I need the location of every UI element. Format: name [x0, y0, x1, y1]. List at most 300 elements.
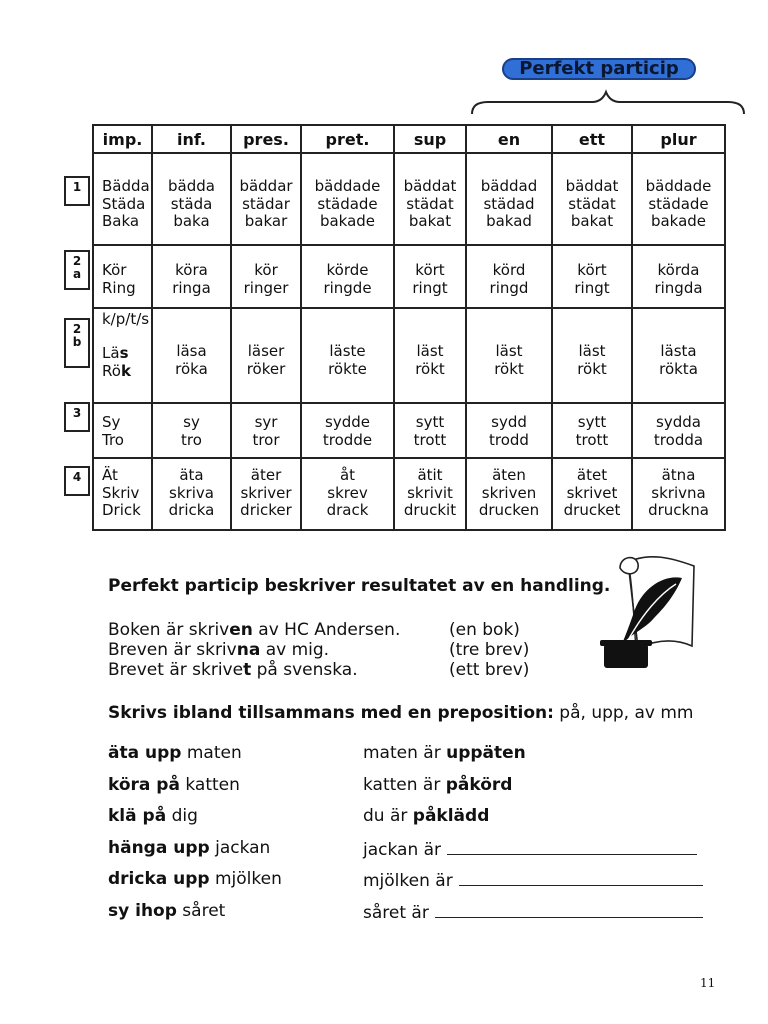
verb-text: städa	[170, 194, 213, 213]
verb-form	[247, 361, 286, 379]
table-cell	[301, 403, 394, 458]
verb-text: Tro	[102, 430, 124, 449]
verb-form	[651, 213, 706, 231]
verb-form	[495, 343, 522, 361]
phrase-verb-bold: äta upp	[108, 743, 182, 763]
verb-text: bäddade	[645, 177, 712, 195]
phrase-object: mjölken	[209, 869, 282, 889]
verb-text: trodde	[322, 430, 373, 449]
verb-ending-bold: k	[120, 361, 131, 380]
verb-text: städat	[568, 194, 616, 213]
column-header: pres.	[231, 125, 301, 153]
verb-text: ringt	[412, 278, 448, 297]
verb-text: ringd	[489, 278, 529, 297]
verb-form	[654, 280, 702, 298]
verb-form	[654, 432, 703, 450]
verb-text: äter	[250, 466, 282, 484]
verb-form	[327, 485, 367, 503]
table-cell	[394, 308, 466, 403]
verb-text: lästa	[660, 342, 697, 360]
verb-text: sydd	[491, 413, 527, 431]
verb-form	[320, 213, 375, 231]
verb-form	[171, 196, 213, 214]
example-text: av HC Andersen.	[252, 620, 401, 640]
column-header: plur	[632, 125, 725, 153]
phrase-left	[108, 743, 242, 763]
verb-text: ätit	[417, 466, 443, 484]
verb-text: sytt	[415, 413, 445, 431]
phrase-left	[108, 775, 240, 795]
verb-text: skriver	[240, 483, 292, 502]
verb-form	[340, 467, 355, 485]
verb-text: körde	[326, 261, 369, 279]
verb-form	[578, 414, 606, 432]
table-cell	[466, 308, 552, 403]
verb-text: skriven	[481, 483, 537, 502]
group-label: b	[72, 335, 82, 349]
verb-form	[490, 280, 529, 298]
verb-text: bakar	[244, 212, 288, 230]
group-label: 4	[72, 470, 82, 484]
verb-text: städade	[648, 194, 709, 213]
verb-form	[407, 485, 453, 503]
verb-form	[327, 502, 369, 520]
phrase-right	[363, 743, 526, 763]
verb-table	[92, 124, 726, 531]
verb-form	[240, 502, 292, 520]
example-text: Brevet är skrive	[108, 660, 244, 680]
verb-text: sytt	[577, 413, 607, 431]
table-cell	[231, 245, 301, 308]
column-header: ett	[552, 125, 632, 153]
verb-text: körda	[657, 261, 700, 279]
verb-form	[415, 361, 445, 379]
verb-form	[172, 280, 211, 298]
example-text: Breven är skriv	[108, 640, 237, 660]
table-cell	[301, 153, 394, 245]
verb-form	[662, 467, 696, 485]
verb-text: Drick	[102, 501, 141, 519]
column-header: imp.	[93, 125, 152, 153]
verb-form	[486, 213, 532, 231]
verb-form	[255, 414, 278, 432]
verb-text: städad	[483, 194, 535, 213]
verb-text: rökte	[328, 359, 367, 378]
table-cell	[231, 458, 301, 530]
verb-form	[248, 343, 285, 361]
verb-form	[325, 414, 370, 432]
header-row	[93, 125, 725, 153]
preposition-line	[108, 703, 694, 723]
example-note: (ett brev)	[449, 660, 530, 680]
table-cell	[394, 458, 466, 530]
example-text: Boken är skriv	[108, 620, 230, 640]
verb-form	[414, 432, 447, 450]
verb-form	[482, 485, 536, 503]
table-cell	[93, 308, 152, 403]
verb-text: drack	[326, 501, 369, 519]
verb-form	[102, 213, 151, 231]
verb-text: bädda	[168, 177, 215, 195]
phrase-object: katten	[179, 774, 240, 795]
verb-text: rökt	[415, 359, 445, 378]
verb-text: bakad	[486, 212, 532, 230]
verb-form	[102, 414, 151, 432]
verb-text: tro	[181, 430, 202, 449]
verb-text: bäddade	[314, 177, 381, 195]
verb-text: drucket	[563, 501, 621, 519]
verb-form	[183, 414, 200, 432]
verb-text: bäddat	[403, 177, 457, 195]
verb-form	[577, 262, 606, 280]
group-label-box	[64, 466, 90, 496]
verb-form	[648, 196, 708, 214]
verb-form	[176, 343, 206, 361]
verb-text: rökt	[577, 359, 607, 378]
verb-text: läser	[247, 342, 285, 360]
table-row	[93, 458, 725, 530]
table-cell	[152, 458, 231, 530]
phrase-verb-bold: hänga upp	[108, 837, 210, 858]
verb-form	[412, 280, 447, 298]
verb-form	[175, 361, 208, 379]
verb-form	[169, 485, 214, 503]
verb-form	[481, 178, 537, 196]
verb-form	[656, 414, 701, 432]
quill-inkwell-icon	[590, 548, 700, 674]
column-header: inf.	[152, 125, 231, 153]
verb-text: ringde	[323, 278, 372, 297]
verb-text: skrivet	[566, 483, 618, 502]
verb-text: ringa	[172, 278, 211, 297]
verb-text: läst	[495, 342, 523, 360]
group-label: 2	[72, 322, 82, 336]
answer-blank[interactable]	[459, 869, 703, 886]
verb-form	[646, 178, 712, 196]
table-cell	[152, 308, 231, 403]
phrase-result: jackan är	[363, 839, 442, 860]
verb-text: drucken	[478, 501, 540, 519]
verb-text: trott	[413, 430, 447, 449]
verb-text: bakade	[650, 212, 707, 230]
phrase-object: jackan	[209, 837, 271, 858]
verb-form	[574, 280, 609, 298]
verb-text: kört	[415, 261, 445, 279]
table-cell	[231, 153, 301, 245]
table-cell	[301, 458, 394, 530]
verb-text: rökta	[659, 359, 698, 378]
preposition-bold: Skrivs ibland tillsammans med en preposition:	[108, 703, 554, 723]
table-row	[93, 403, 725, 458]
verb-form	[252, 432, 279, 450]
verb-text: Lä	[102, 344, 120, 362]
verb-text: Städa	[102, 194, 146, 213]
verb-form	[175, 262, 208, 280]
verb-text: ringer	[243, 278, 289, 297]
example-ending-bold: na	[236, 640, 261, 660]
phrase-verb-bold: sy ihop	[108, 900, 177, 921]
perfekt-particip-badge: Perfekt particip	[502, 58, 696, 80]
verb-text: läsa	[176, 342, 207, 360]
group-label: 1	[72, 180, 82, 194]
verb-form	[102, 467, 151, 485]
table-row	[93, 308, 725, 403]
verb-form	[567, 485, 618, 503]
rule-heading: Perfekt particip beskriver resultatet av en handling.	[108, 576, 611, 596]
phrase-object: dig	[166, 806, 198, 826]
verb-text: syr	[254, 413, 278, 431]
verb-form	[102, 485, 151, 503]
verb-form	[658, 262, 700, 280]
table-cell	[552, 308, 632, 403]
verb-form	[660, 343, 696, 361]
table-cell	[552, 458, 632, 530]
verb-form	[317, 196, 377, 214]
phrase-answer-bold: uppäten	[446, 743, 526, 763]
verb-form	[102, 502, 151, 520]
verb-form	[251, 467, 281, 485]
table-cell	[152, 245, 231, 308]
table-cell	[466, 403, 552, 458]
table-cell	[394, 403, 466, 458]
verb-text: dricka	[168, 501, 215, 519]
group-label: 3	[72, 406, 82, 420]
answer-blank[interactable]	[435, 901, 703, 918]
verb-form	[578, 343, 605, 361]
example-note: (en bok)	[449, 620, 520, 640]
verb-form	[102, 432, 151, 450]
verb-form	[169, 502, 215, 520]
verb-form	[406, 196, 453, 214]
verb-form	[489, 432, 529, 450]
verb-text: rökt	[494, 359, 524, 378]
table-cell	[466, 245, 552, 308]
verb-form	[566, 178, 619, 196]
phrase-right	[363, 775, 512, 795]
phrase-left	[108, 901, 225, 921]
verb-form	[404, 502, 456, 520]
verb-text: trott	[575, 430, 609, 449]
group-label-box	[64, 176, 90, 206]
verb-form	[323, 432, 372, 450]
verb-form	[492, 467, 526, 485]
verb-text: kör	[254, 261, 278, 279]
verb-form	[181, 432, 202, 450]
column-header: pret.	[301, 125, 394, 153]
table-cell	[93, 458, 152, 530]
verb-form	[102, 280, 151, 298]
phrase-result: såret är	[363, 902, 429, 923]
group-label: a	[72, 267, 82, 281]
verb-text: läste	[329, 342, 366, 360]
verb-form	[245, 213, 288, 231]
verb-text: skrivit	[407, 483, 453, 502]
table-cell	[632, 153, 725, 245]
verb-text: åt	[339, 466, 356, 484]
verb-form	[659, 361, 698, 379]
verb-text: skrivna	[651, 483, 706, 502]
verb-form	[564, 502, 621, 520]
table-cell	[552, 403, 632, 458]
phrase-object: maten	[181, 743, 242, 763]
verb-text: trodd	[489, 430, 529, 449]
table-cell	[93, 403, 152, 458]
phrase-right	[363, 806, 489, 826]
table-cell	[394, 245, 466, 308]
verb-text: bakat	[408, 212, 452, 230]
verb-form	[244, 280, 289, 298]
verb-form	[576, 432, 609, 450]
phrase-right	[363, 901, 703, 923]
verb-form	[416, 343, 443, 361]
table-cell	[152, 153, 231, 245]
verb-form	[491, 414, 527, 432]
group-label-box	[64, 250, 90, 290]
table-cell	[231, 308, 301, 403]
verb-text: Skriv	[102, 483, 140, 502]
phrase-result: katten är	[363, 774, 446, 795]
verb-form	[329, 343, 365, 361]
table-cell	[632, 308, 725, 403]
verb-text: druckna	[648, 501, 709, 519]
verb-form	[651, 485, 705, 503]
verb-text: städade	[317, 194, 378, 213]
verb-form	[483, 196, 534, 214]
phrase-result: du är	[363, 806, 413, 826]
verb-form	[479, 502, 539, 520]
example-text: på svenska.	[251, 660, 358, 680]
table-row	[93, 153, 725, 245]
verb-form	[239, 178, 292, 196]
verb-text: sydde	[325, 413, 370, 431]
verb-text: ringt	[574, 278, 610, 297]
verb-form	[577, 361, 607, 379]
verb-text: kört	[577, 261, 607, 279]
example-sentence	[108, 640, 329, 660]
verb-form	[254, 262, 278, 280]
group-label-box	[64, 318, 90, 368]
verb-text: bäddat	[565, 177, 619, 195]
group-label: 2	[72, 254, 82, 268]
table-cell	[632, 245, 725, 308]
table-cell	[152, 403, 231, 458]
example-ending-bold: t	[243, 660, 252, 680]
verb-form	[327, 262, 369, 280]
verb-text: ätet	[576, 466, 608, 484]
verb-form	[242, 196, 290, 214]
verb-text: äten	[492, 466, 526, 484]
verb-form	[493, 262, 526, 280]
verb-form	[102, 262, 151, 280]
verb-text: trodda	[653, 430, 704, 449]
verb-text: tror	[252, 430, 280, 449]
verb-form	[173, 213, 209, 231]
verb-text: bakat	[570, 212, 614, 230]
verb-form	[571, 213, 613, 231]
phrase-object: såret	[176, 900, 226, 921]
verb-text: läst	[416, 342, 444, 360]
verb-form	[179, 467, 203, 485]
verb-text: skriva	[169, 483, 214, 502]
verb-text: körd	[492, 261, 526, 279]
verb-form	[404, 178, 457, 196]
verb-form	[168, 178, 215, 196]
table-row	[93, 245, 725, 308]
phrase-verb-bold: klä på	[108, 806, 167, 826]
verb-text: bakade	[319, 212, 376, 230]
table-cell	[301, 308, 394, 403]
column-header: en	[466, 125, 552, 153]
table-cell	[301, 245, 394, 308]
verb-form	[323, 280, 371, 298]
verb-form	[409, 213, 451, 231]
phrase-answer-bold: påklädd	[412, 806, 490, 826]
example-ending-bold: en	[229, 620, 253, 640]
table-cell	[93, 153, 152, 245]
example-note: (tre brev)	[449, 640, 530, 660]
verb-text: städat	[406, 194, 454, 213]
brace-decoration	[466, 88, 756, 118]
verb-form	[315, 178, 381, 196]
verb-text: äta	[179, 466, 204, 484]
phrase-verb-bold: dricka upp	[108, 869, 210, 889]
verb-text: Baka	[102, 212, 140, 230]
verb-text: läst	[578, 342, 606, 360]
verb-form	[417, 467, 442, 485]
verb-form	[240, 485, 291, 503]
phrase-result: mjölken är	[363, 871, 453, 891]
verb-text: Kör	[102, 261, 127, 279]
verb-ending-bold: s	[119, 344, 129, 362]
phrase-left	[108, 838, 270, 858]
verb-text: röker	[246, 359, 286, 378]
verb-form	[494, 361, 524, 379]
group-note: k/p/t/s	[102, 310, 150, 328]
verb-text: ringda	[654, 278, 703, 297]
verb-text: sydda	[656, 413, 701, 431]
verb-text: dricker	[240, 501, 292, 519]
verb-form	[648, 502, 709, 520]
verb-text: köra	[175, 261, 208, 279]
verb-form	[568, 196, 615, 214]
phrase-answer-bold: påkörd	[445, 774, 513, 795]
verb-text: Ring	[102, 278, 136, 297]
phrase-result: maten är	[363, 743, 447, 763]
page-number: 11	[700, 976, 716, 990]
phrase-left	[108, 806, 198, 826]
table-cell	[231, 403, 301, 458]
verb-form	[415, 262, 444, 280]
verb-text: skrev	[327, 483, 368, 502]
verb-form	[328, 361, 367, 379]
table-cell	[466, 458, 552, 530]
verb-form	[102, 196, 151, 214]
table-cell	[632, 403, 725, 458]
table-cell	[632, 458, 725, 530]
answer-blank[interactable]	[447, 838, 697, 855]
verb-text: Ät	[102, 466, 118, 484]
table-cell	[394, 153, 466, 245]
table-cell	[93, 245, 152, 308]
verb-text: Sy	[102, 413, 121, 431]
verb-text: röka	[175, 359, 208, 378]
verb-text: ätna	[661, 466, 696, 484]
table-cell	[552, 153, 632, 245]
verb-form	[102, 363, 151, 381]
verb-text: städar	[242, 194, 290, 213]
preposition-rest: på, upp, av mm	[553, 703, 694, 723]
example-sentence	[108, 660, 358, 680]
